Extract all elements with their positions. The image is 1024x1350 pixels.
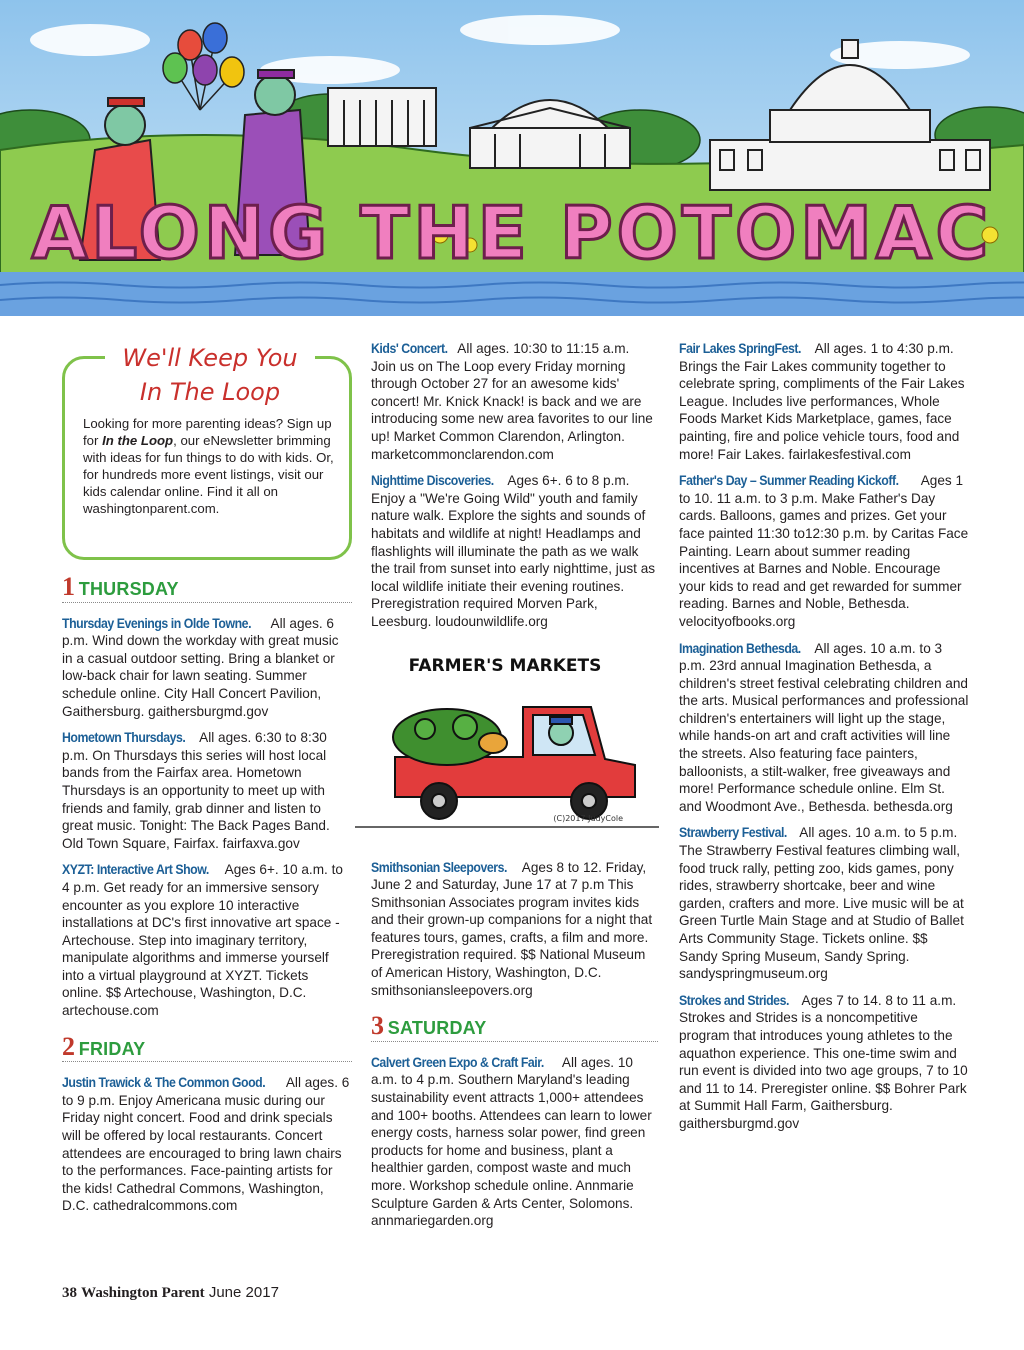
along-the-potomac-banner <box>0 0 1024 316</box>
event-nighttime: Nighttime Discoveries. Ages 6+. 6 to 8 p.m. Enjoy a "We're Going Wild" youth and family nature walk. Explore the sights and sounds of habitats and wildlife at night! Headlamps and flashlights will illuminate the path as we walk the trail from sunset into early nighttime, just as local wildlife initiate their evening routines. Preregistration required Morven Park, Leesburg. loudounwildlife.org <box>371 473 656 629</box>
page-number: 38 <box>62 1285 77 1301</box>
event-title: Imagination Bethesda. <box>679 640 801 656</box>
event-imagination: Imagination Bethesda. All ages. 10 a.m. to 3 p.m. 23rd annual Imagination Bethesda, a children's street festival celebrating children and the arts. Musical performances and professional children's entertainers will light up the stage, while hands-on art and craft activities will line the streets. Also featuring face painters, balloonists, a stilt-walker, free giveaways and more! Performance schedule online. Elm St. and Woodmont Ave., Bethesda. bethesda.org <box>679 640 969 814</box>
event-title: Strokes and Strides. <box>679 992 789 1008</box>
event-olde-towne: Thursday Evenings in Olde Towne. All ages. 6 p.m. Wind down the workday with great music in a casual outdoor setting. Bring a blanket or low-back chair for lawn seating. Summer schedule online. City Hall Concert Pavilion, Gaithersburg. gaithersburgmd.gov <box>62 615 339 719</box>
event-title: Smithsonian Sleepovers. <box>371 859 507 875</box>
event-title: Hometown Thursdays. <box>62 730 186 746</box>
event-title: Thursday Evenings in Olde Towne. <box>62 615 252 631</box>
day-heading-saturday: 3 SATURDAY <box>371 1017 658 1042</box>
event-title: Father's Day – Summer Reading Kickoff. <box>679 473 899 489</box>
page-footer <box>62 1284 279 1302</box>
loop-text: Looking for more parenting ideas? Sign up for In the Loop, our eNewsletter brimming with ideas for fun things to do with kids. Or, for hundreds more event listings, visit our kids calendar online. Find it all on washingtonparent.com. <box>83 416 334 516</box>
publication-name: Washington Parent <box>81 1285 205 1301</box>
day-heading-friday: 2 FRIDAY <box>62 1038 352 1063</box>
event-hometown: Hometown Thursdays. All ages. 6:30 to 8:30 p.m. On Thursdays this series will host local bands from the Fairfax area. Hometown Thursdays is an opportunity to meet up with friends and family, grab dinner and listen to great music. Tonight: The Back Pages Band. Old Town Square, Fairfax. fairfaxva.gov <box>62 730 330 851</box>
memorial-building <box>328 88 436 146</box>
farmers-markets-cartoon <box>355 647 659 847</box>
farmers-markets-title: FARMER'S MARKETS <box>408 655 602 676</box>
event-title: Nighttime Discoveries. <box>371 473 494 489</box>
banner-headline: ALONG THE POTOMAC <box>31 191 993 275</box>
event-kids-concert: Kids' Concert. All ages. 10:30 to 11:15 a.m. Join us on The Loop every Friday morning through October 27 for an awesome kids' concert! Mr. Knick Knack! is back and we are introducing some new area favorites to our line up! Market Common Clarendon, Arlington. marketcommonclarendon.com <box>371 341 653 462</box>
column-1 <box>62 340 352 1224</box>
issue-date: June 2017 <box>208 1284 279 1301</box>
event-calvert: Calvert Green Expo & Craft Fair. All ages. 10 a.m. to 4 p.m. Southern Maryland's leading sustainability event attracts 1,000+ attendees and 100+ booths. Attendees can learn to lower energy costs, harness solar power, find green products for home and business, plant a healthier garden, compost waste and much more. Workshop schedule online. Annmarie Sculpture Garden & Arts Center, Solomons. annmariegarden.org <box>371 1054 652 1229</box>
truck-icon <box>393 707 635 819</box>
event-title: Strawberry Festival. <box>679 825 787 841</box>
event-title: Kids' Concert. <box>371 341 448 356</box>
event-xyzt: XYZT: Interactive Art Show. Ages 6+. 10 a.m. to 4 p.m. Get ready for an immersive sensory encounter as you explore 10 interactive installations at DC's first innovative art space - Artechouse. Step into imaginary territory, manipulate algorithms and immerse yourself into a virtual playground at XYZT. Tickets online. $$ Artechouse, Washington, D.C. artechouse.com <box>62 862 343 1019</box>
day-heading-thursday: 1 THURSDAY <box>62 578 352 603</box>
event-sleepovers: Smithsonian Sleepovers. Ages 8 to 12. Friday, June 2 and Saturday, June 17 at 7 p.m This Smithsonian Associates program invites kids and their grown-up companions for a night that features tours, games, crafts, a film and more. Preregistration required. $$ National Museum of American History, Washington, D.C. smithsoniansleepovers.org <box>371 859 653 998</box>
event-fathers-day: Father's Day – Summer Reading Kickoff. Ages 1 to 10. 11 a.m. to 3 p.m. Make Father's Day cards. Balloons, games and prizes. Get your face painted 11:30 to12:30 p.m. by Caritas Face Painting. Learn about summer reading incentives at Barnes and Noble. Encourage your kids to read and get rewarded for summer reading. Barnes and Noble, Bethesda. velocityofbooks.org <box>679 473 969 629</box>
cartoon-signature: (C)2017 JudyCole <box>553 813 623 823</box>
event-strawberry: Strawberry Festival. All ages. 10 a.m. to 5 p.m. The Strawberry Festival features climbing wall, food truck rally, petting zoo, kids games, pony rides, strawberry shortcake, beer and wine garden, crafters and more. Live music will be at Green Turtle Main Stage and at Studio of Ballet Arts Community Stage. Tickets online. $$ Sandy Spring Museum, Sandy Spring. sandyspringmuseum.org <box>679 825 964 982</box>
event-title: Calvert Green Expo & Craft Fair. <box>371 1054 544 1070</box>
event-strokes: Strokes and Strides. Ages 7 to 14. 8 to 11 a.m. Strokes and Strides is a noncompetitive program that introduces young athletes to the aquathon experience. This one-time swim and run event is divided into two age groups, 7 to 10 and 11 to 14. Preregister online. $$ Bohrer Park at Summit Hall Farm, Gaithersburg. gaithersburgmd.gov <box>679 992 968 1131</box>
event-fair-lakes: Fair Lakes SpringFest. All ages. 1 to 4:30 p.m. Brings the Fair Lakes community together to celebrate spring, compliments of the Fair Lakes League. Includes live performances, Whole Foods Market Kids Marketplace, games, face painting, fire and police vehicle tours, food and more! Fair Lakes. fairlakesfestival.com <box>679 341 965 462</box>
event-title: XYZT: Interactive Art Show. <box>62 862 209 878</box>
in-the-loop-box <box>62 344 352 560</box>
loop-title: We'll Keep You In The Loop <box>105 341 315 409</box>
column-2 <box>371 340 658 1239</box>
event-title: Justin Trawick & The Common Good. <box>62 1075 266 1091</box>
column-3 <box>679 340 969 1142</box>
event-title: Fair Lakes SpringFest. <box>679 341 802 356</box>
event-trawick: Justin Trawick & The Common Good. All ages. 6 to 9 p.m. Enjoy Americana music during our Friday night concert. Food and drink specials will be offered by local restaurants. Concert attendees are encouraged to bring lawn chairs to the performances. Face-painting artists for the kids! Cathedral Commons, Washington, D.C. cathedralcommons.com <box>62 1075 350 1214</box>
